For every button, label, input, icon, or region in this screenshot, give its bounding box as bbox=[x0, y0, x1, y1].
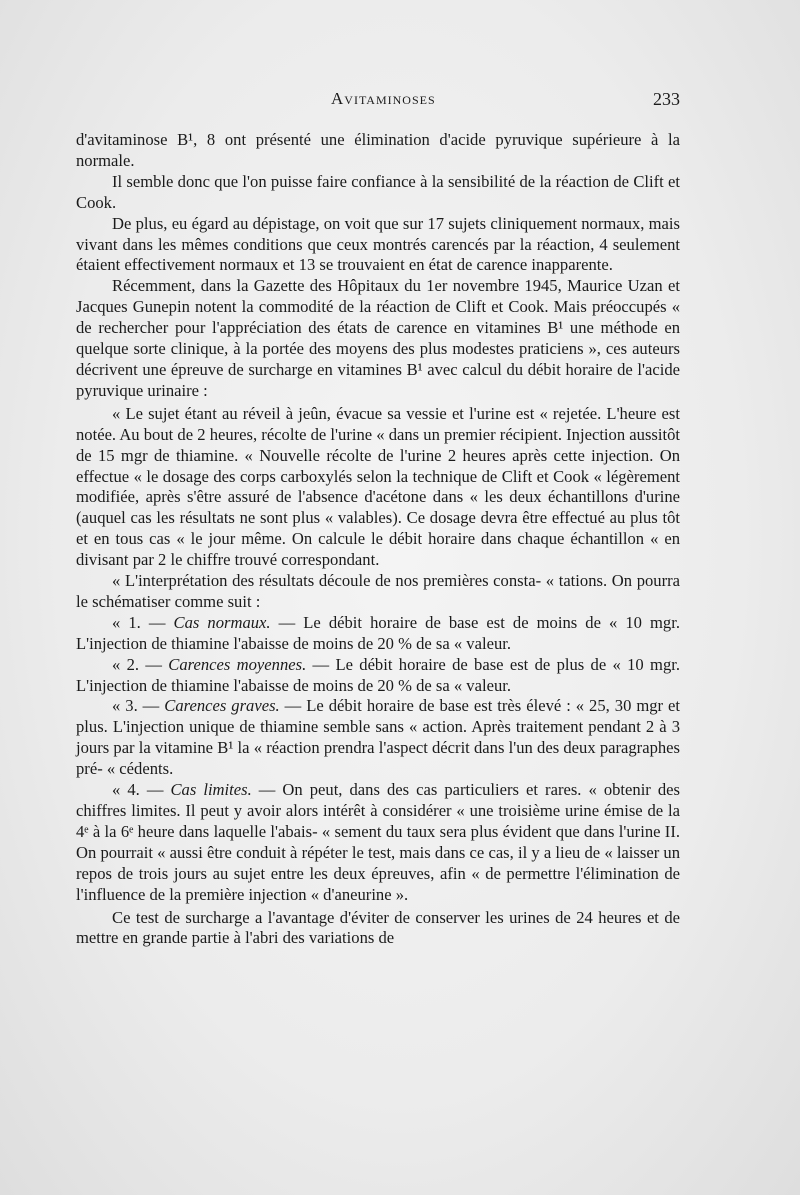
page-number: 233 bbox=[653, 89, 680, 109]
quote-interpretation: « L'interprétation des résultats découle de nos premières consta- « tations. On pourra le schématiser comme suit : bbox=[76, 571, 680, 611]
case-text: — Le débit horaire de base est de moins de « 10 mgr. L'injection de thiamine l'abaisse de moins de 20 % de sa « valeur. bbox=[76, 612, 680, 653]
quoted-protocol bbox=[76, 404, 680, 906]
case-text: — On peut, dans des cas particuliers et rares. « obtenir des chiffres limites. Il peut y avoir alors intérêt à considérer « une troisième urine émise de la 4ᵉ à la 6ᵉ heure dans laquelle l'abais- « sement du taux sera plus évident que dans l'urine II. On pourrait « aussi être conduit à répéter le test, mais dans ce cas, il y a lieu de « laisser un repos de trois jours au sujet entre les deux épreuves, afin « de permettre l'élimination de l'influence de la première injection « d'aneurine ». bbox=[76, 780, 680, 904]
case-moderate bbox=[76, 655, 680, 697]
paragraph-sensitivity: Il semble donc que l'on puisse faire confiance à la sensibilité de la réaction de Clift et Cook. bbox=[76, 171, 680, 212]
case-normal bbox=[76, 613, 680, 655]
quote-protocol: « Le sujet étant au réveil à jeûn, évacue sa vessie et l'urine est « rejetée. L'heure est notée. Au bout de 2 heures, récolte de l'urine « dans un premier récipient. Injection aussitôt de 15 mgr de thiamine. « Nouvelle récolte de l'urine 2 heures après cette injection. On effectue « le dosage des corps carboxylés selon la technique de Clift et Cook « légèrement modifiée, après s'être assuré de l'absence d'acétone dans « les deux échantillons d'urine (auquel cas les résultats ne sont plus « valables). Ce dosage devra être effectué au plus tôt et en tous cas « le jour même. On calcule le débit horaire dans chaque échantillon « en divisant par 2 le chiffre trouvé correspondant. bbox=[76, 403, 680, 570]
case-borderline bbox=[76, 780, 680, 905]
paragraph-recent-study: Récemment, dans la Gazette des Hôpitaux du 1er novembre 1945, Maurice Uzan et Jacques Gunepin notent la commodité de la réaction de Clift et Cook. Mais préoccupés « de rechercher pour l'appréciation des états de carence en vitamines B¹ une méthode en quelque sorte clinique, à la portée des moyens des plus modestes praticiens », ces auteurs décrivent une épreuve de surcharge en vitamines B¹ avec calcul du débit horaire de l'acide pyruvique urinaire : bbox=[76, 276, 680, 400]
case-text: — Le débit horaire de base est de plus de « 10 mgr. L'injection de thiamine l'abaisse de moins de 20 % de sa « valeur. bbox=[76, 654, 681, 695]
case-title: Carences moyennes. bbox=[168, 654, 307, 674]
case-title: Cas normaux. bbox=[173, 612, 271, 632]
case-prefix: « 3. — bbox=[112, 696, 165, 716]
case-title: Carences graves. bbox=[164, 696, 280, 716]
running-title: Avitaminoses bbox=[331, 89, 436, 108]
body-text bbox=[76, 130, 680, 949]
case-prefix: « 2. — bbox=[112, 654, 169, 674]
case-prefix: « 1. — bbox=[112, 612, 174, 632]
case-prefix: « 4. — bbox=[112, 780, 171, 800]
case-text: — Le débit horaire de base est très élevé : « 25, 30 mgr et plus. L'injection unique de thiamine semble sans « action. Après traitement pendant 2 à 3 jours par la vitamine B¹ la « réaction prendra l'aspect décrit dans l'un des deux paragraphes pré- « cédents. bbox=[76, 696, 681, 779]
case-severe bbox=[76, 696, 680, 780]
paragraph-closing: Ce test de surcharge a l'avantage d'éviter de conserver les urines de 24 heures et de mettre en grande partie à l'abri des variations de bbox=[76, 907, 680, 948]
page-header bbox=[76, 89, 680, 115]
paragraph-continuation: d'avitaminose B¹, 8 ont présenté une élimination d'acide pyruvique supérieure à la normale. bbox=[76, 130, 680, 170]
paragraph-screening: De plus, eu égard au dépistage, on voit que sur 17 sujets cliniquement normaux, mais vivant dans les mêmes conditions que ceux montrés carencés par la réaction, 4 seulement étaient effectivement normaux et 13 se trouvaient en état de carence inapparente. bbox=[76, 213, 680, 275]
case-title: Cas limites. bbox=[170, 780, 252, 800]
